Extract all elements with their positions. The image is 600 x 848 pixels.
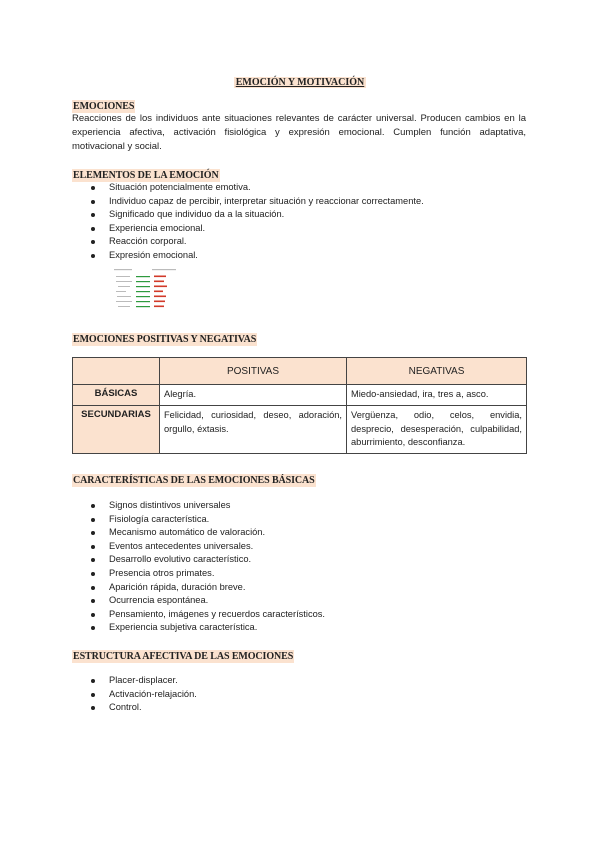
page-title: EMOCIÓN Y MOTIVACIÓN [235,77,365,88]
list-item: Ocurrencia espontánea. [90,594,325,608]
list-item: Mecanismo automático de valoración. [90,526,325,540]
list-item: Aparición rápida, duración breve. [90,581,325,595]
list-item: Reacción corporal. [90,235,424,249]
heading-emociones: EMOCIONES [73,101,135,112]
table-header-row [73,358,527,385]
list-item: Presencia otros primates. [90,567,325,581]
list-estructura [90,674,197,715]
heading-caracteristicas: CARACTERÍSTICAS DE LAS EMOCIONES BÁSICAS [73,475,315,486]
cell-secundarias-positivas: Felicidad, curiosidad, deseo, adoración, orgullo, éxtasis. [160,405,347,453]
list-item: Eventos antecedentes universales. [90,540,325,554]
list-caracteristicas [90,499,325,635]
heading-elementos: ELEMENTOS DE LA EMOCIÓN [73,170,219,181]
list-item: Control. [90,701,197,715]
heading-tabla: EMOCIONES POSITIVAS Y NEGATIVAS [73,334,257,345]
emotion-diagram-image [112,268,186,312]
table-corner-cell [73,358,160,385]
list-item: Expresión emocional. [90,249,424,263]
cell-basicas-positivas: Alegría. [160,385,347,406]
table-row [73,405,527,453]
cell-basicas-negativas: Miedo-ansiedad, ira, tres a, asco. [347,385,527,406]
list-item: Experiencia subjetiva característica. [90,621,325,635]
paragraph-emociones: Reacciones de los individuos ante situaciones relevantes de carácter universal. Producen cambios en la experiencia afectiva, activación fisiológica y expresión emocional. Cumplen función adaptativa, motivacional y social. [72,113,526,152]
list-item: Fisiología característica. [90,513,325,527]
column-header-positivas: POSITIVAS [160,358,347,385]
row-header-basicas: BÁSICAS [73,385,160,406]
row-header-secundarias: SECUNDARIAS [73,405,160,453]
list-item: Significado que individuo da a la situación. [90,208,424,222]
list-item: Desarrollo evolutivo característico. [90,553,325,567]
page-title-wrap [0,72,600,90]
list-elementos [90,181,424,263]
list-item: Experiencia emocional. [90,222,424,236]
column-header-negativas: NEGATIVAS [347,358,527,385]
list-item: Placer-displacer. [90,674,197,688]
table-row [73,385,527,406]
list-item: Activación-relajación. [90,688,197,702]
list-item: Individuo capaz de percibir, interpretar situación y reaccionar correctamente. [90,195,424,209]
cell-secundarias-negativas: Vergüenza, odio, celos, envidia, desprecio, desesperación, culpabilidad, aburrimiento, desconfianza. [347,405,527,453]
list-item: Situación potencialmente emotiva. [90,181,424,195]
emotions-table [72,357,527,454]
list-item: Pensamiento, imágenes y recuerdos característicos. [90,608,325,622]
heading-estructura: ESTRUCTURA AFECTIVA DE LAS EMOCIONES [73,651,294,662]
list-item: Signos distintivos universales [90,499,325,513]
